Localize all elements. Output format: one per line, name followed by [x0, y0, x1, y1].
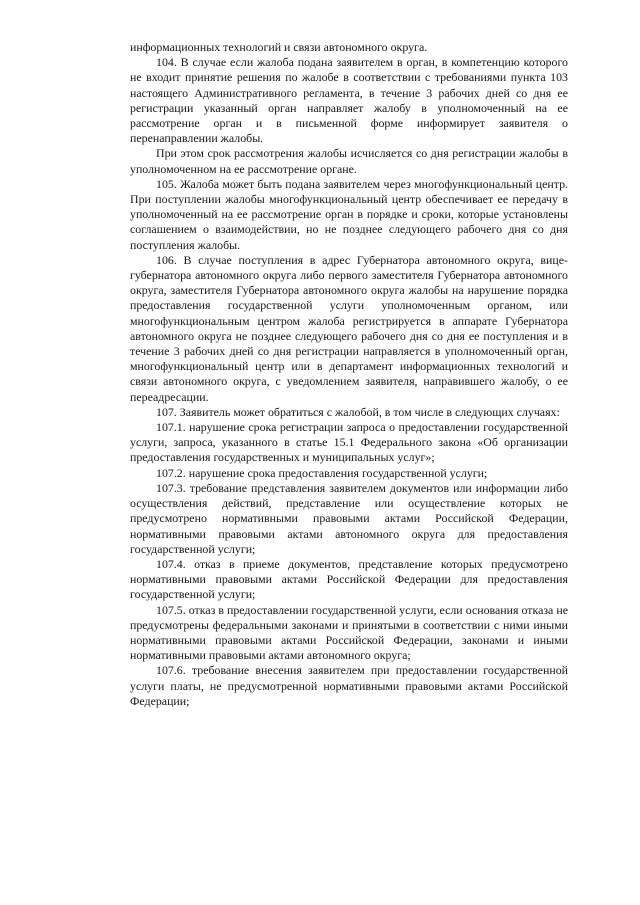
paragraph-104: 104. В случае если жалоба подана заявителем в орган, в компетенцию которого не входит принятие решения по жалобе в соответствии с требованиями пункта 103 настоящего Административного регламента, в течение 3 рабочих дней со дня ее регистрации указанный орган направляет жалобу в уполномоченный на ее рассмотрение орган и в письменной форме информирует заявителя о перенаправлении жалобы.	[130, 55, 568, 146]
paragraph-104-note: При этом срок рассмотрения жалобы исчисляется со дня регистрации жалобы в уполномоченном на ее рассмотрение органе.	[130, 146, 568, 176]
paragraph-107-3: 107.3. требование представления заявителем документов или информации либо осуществления действий, представление или осуществление которых не предусмотрено нормативными правовыми актами Российской Федерации, нормативными правовыми актами автономного округа для предоставления государственной услуги;	[130, 480, 568, 556]
document-body	[130, 40, 568, 709]
paragraph-107-5: 107.5. отказ в предоставлении государственной услуги, если основания отказа не предусмотрены федеральными законами и принятыми в соответствии с ними иными нормативными правовыми актами Российской Федерации, законами и иными нормативными правовыми актами автономного округа;	[130, 602, 568, 663]
paragraph-107-2: 107.2. нарушение срока предоставления государственной услуги;	[156, 465, 488, 480]
paragraph-105: 105. Жалоба может быть подана заявителем через многофункциональный центр. При поступлении жалобы многофункциональный центр обеспечивает ее передачу в уполномоченный на ее рассмотрение орган в порядке и сроки, которые установлены соглашением о взаимодействии, но не позднее следующего рабочего дня со дня поступления жалобы.	[130, 176, 568, 252]
paragraph-107-1: 107.1. нарушение срока регистрации запроса о предоставлении государственной услуги, запроса, указанного в статье 15.1 Федерального закона «Об организации предоставления государственных и муниципальных услуг»;	[130, 420, 568, 465]
paragraph-continuation: информационных технологий и связи автономного округа.	[130, 40, 428, 54]
paragraph-106: 106. В случае поступления в адрес Губернатора автономного округа, вице-губернатора автономного округа либо первого заместителя Губернатора автономного округа, заместителя Губернатора автономного округа жалобы на нарушение порядка предоставления государственной услуги уполномоченным органом, или многофункциональным центром жалоба регистрируется в аппарате Губернатора автономного округа не позднее следующего рабочего дня со дня ее поступления и в течение 3 рабочих дней со дня регистрации направляется в уполномоченный орган, многофункциональный центр или в департамент информационных технологий и связи автономного округа, с уведомлением заявителя, направившего жалобу, о ее переадресации.	[130, 252, 568, 404]
paragraph-107: 107. Заявитель может обратиться с жалобой, в том числе в следующих случаях:	[156, 404, 560, 419]
paragraph-107-6: 107.6. требование внесения заявителем при предоставлении государственной услуги платы, не предусмотренной нормативными правовыми актами Российской Федерации;	[130, 663, 568, 708]
paragraph-107-4: 107.4. отказ в приеме документов, представление которых предусмотрено нормативными правовыми актами Российской Федерации для предоставления государственной услуги;	[130, 556, 568, 602]
